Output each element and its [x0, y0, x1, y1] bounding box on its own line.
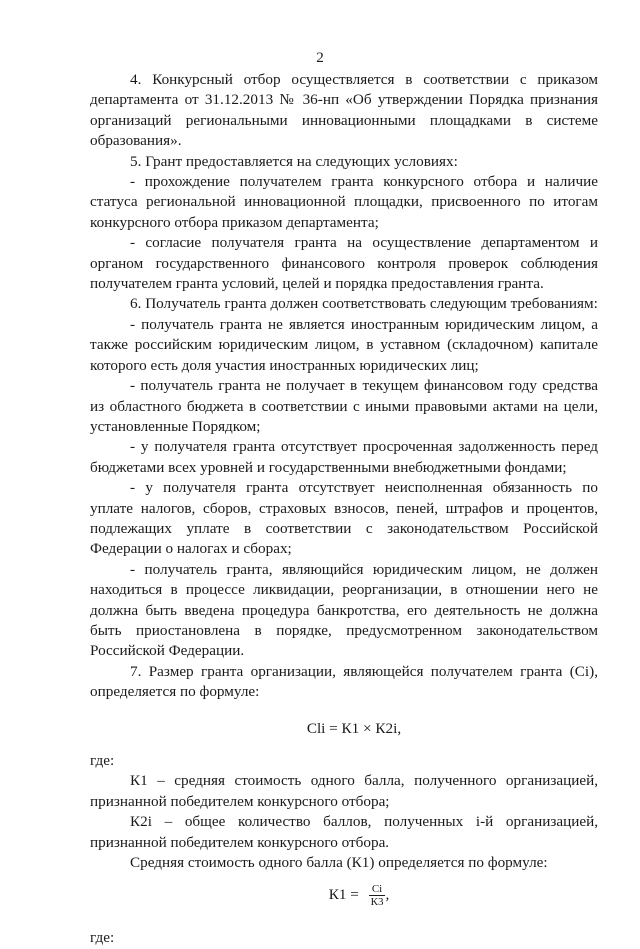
k1-formula: [90, 873, 598, 920]
where-label-1: где:: [90, 752, 115, 769]
k1-formula-intro: Средняя стоимость одного балла (К1) определяется по формуле:: [130, 854, 548, 872]
paragraph-6-item-2: - получатель гранта не получает в текущем финансовом году средства из областного бюджета в соответствии с иными правовыми актами на цели, установленные Порядком;: [90, 377, 598, 435]
where-label-2: где:: [90, 929, 115, 947]
definition-k2i: К2i – общее количество баллов, полученных i-й организацией, признанной победителем конкурсного отбора.: [90, 813, 598, 851]
paragraph-4: 4. Конкурсный отбор осуществляется в соответствии с приказом департамента от 31.12.2013 № 36-нп «Об утверждении Порядка признания организаций региональными инновационными площадками в системе образования».: [90, 71, 598, 150]
k1-formula-lhs: К1 =: [328, 886, 359, 904]
paragraph-6-item-1: - получатель гранта не является иностранным юридическим лицом, а также российским юридическим лицом, в уставном (складочном) капитале которого есть доля участия иностранных юридических лиц;: [90, 315, 598, 374]
paragraph-5-item-2: - согласие получателя гранта на осуществление департаментом и органом государственного финансового контроля проверок соблюдения получателем гранта условий, целей и порядка предоставления гранта.: [90, 234, 598, 293]
paragraph-7: 7. Размер гранта организации, являющейся получателем гранта (Сi), определяется по формуле:: [90, 662, 598, 701]
paragraph-5-item-1: - прохождение получателем гранта конкурсного отбора и наличие статуса региональной инновационной площадки, присвоенного по итогам конкурсного отбора приказом департамента;: [90, 173, 598, 231]
paragraph-6-item-5: - получатель гранта, являющийся юридическим лицом, не должен находиться в процессе ликвидации, реорганизации, в отношении него не должна быть введена процедура банкротства, его деятельность не должна быть приостановлена в порядке, предусмотренном законодательством Российской Федерации.: [90, 560, 598, 660]
definition-k1: К1 – средняя стоимость одного балла, полученного организацией, признанной победителем конкурсного отбора;: [90, 772, 598, 810]
paragraph-6: 6. Получатель гранта должен соответствовать следующим требованиям:: [130, 295, 598, 313]
paragraph-6-item-4: - у получателя гранта отсутствует неисполненная обязанность по уплате налогов, сборов, страховых взносов, пеней, штрафов и процентов, подлежащих уплате в соответствии с законодательством Российской Федерации о налогах и сборах;: [90, 479, 598, 558]
paragraph-5: 5. Грант предоставляется на следующих условиях:: [130, 152, 458, 170]
k1-formula-suffix: ,: [385, 886, 390, 904]
paragraph-6-item-3: - у получателя гранта отсутствует просроченная задолженность перед бюджетами всех уровней и государственными внебюджетными фондами;: [90, 438, 598, 476]
page-number: 2: [316, 49, 324, 66]
document-body: [90, 70, 598, 949]
fraction-denominator: К3: [370, 896, 384, 909]
grant-formula: Сli = К1 × К2i,: [306, 719, 402, 737]
fraction-numerator: Сi: [369, 883, 386, 896]
